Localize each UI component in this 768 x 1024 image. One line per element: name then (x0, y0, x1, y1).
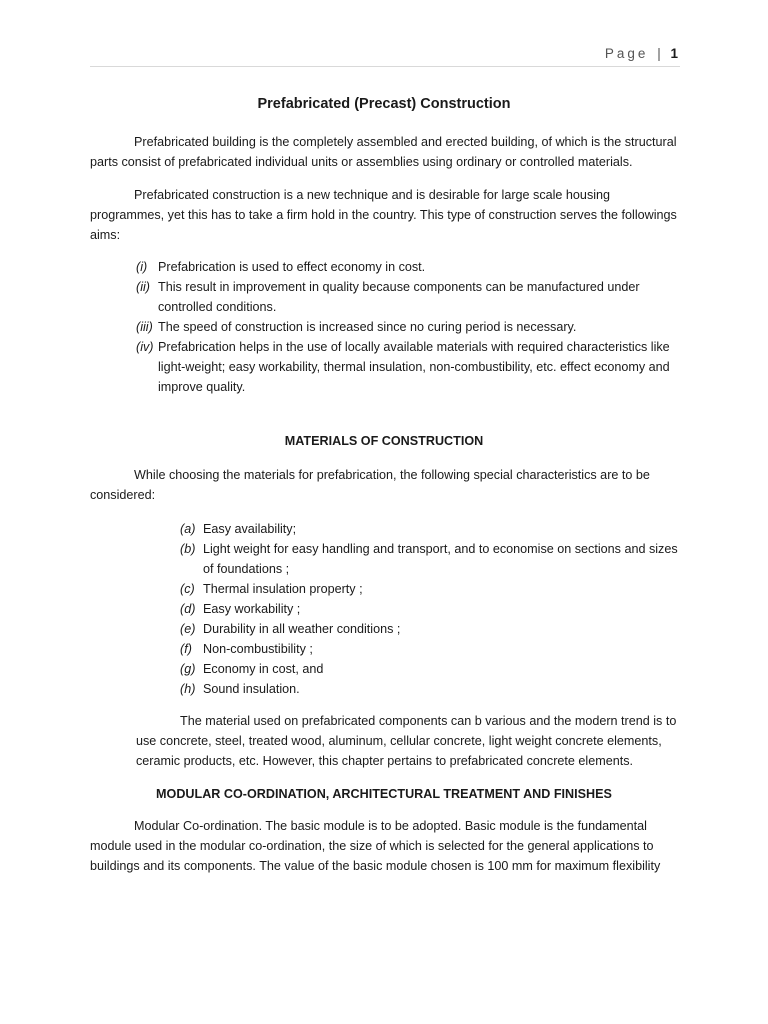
list-marker: (i) (136, 260, 148, 274)
list-item-text: Durability in all weather conditions ; (203, 622, 401, 636)
page-header (605, 46, 678, 61)
list-item (180, 659, 678, 679)
modular-heading: MODULAR CO-ORDINATION, ARCHITECTURAL TREATMENT AND FINISHES (156, 787, 612, 801)
list-marker: (b) (180, 542, 196, 556)
list-marker: (e) (180, 622, 196, 636)
list-item (136, 257, 678, 277)
list-marker: (c) (180, 582, 195, 596)
list-item-text: This result in improvement in quality because components can be manufactured under controlled conditions. (158, 280, 640, 314)
document-title: Prefabricated (Precast) Construction (257, 96, 511, 112)
list-item (180, 639, 678, 659)
list-item (180, 579, 678, 599)
list-item-text: Sound insulation. (203, 682, 300, 696)
list-item-text: Easy availability; (203, 522, 297, 536)
page-label: Page (604, 46, 649, 61)
list-item (180, 539, 678, 579)
list-item (180, 619, 678, 639)
list-item (180, 519, 678, 539)
page-separator: | (657, 46, 661, 61)
materials-heading: MATERIALS OF CONSTRUCTION (284, 434, 484, 448)
list-item-text: Light weight for easy handling and transport, and to economise on sections and sizes of foundations ; (203, 542, 678, 576)
intro-paragraph: Prefabricated building is the completely assembled and erected building, of which is the structural parts consist of prefabricated individual units or assemblies using ordinary or controlled materials. (90, 135, 677, 169)
list-marker: (iii) (136, 320, 153, 334)
materials-list (180, 519, 678, 699)
materials-closing-paragraph: The material used on prefabricated components can b various and the modern trend is to use concrete, steel, treated wood, aluminum, cellular concrete, light weight concrete elements, ceramic products, etc. However, this chapter pertains to prefabricated concrete elements. (136, 714, 677, 768)
list-item (180, 599, 678, 619)
modular-paragraph: Modular Co-ordination. The basic module is to be adopted. Basic module is the fundamental module used in the modular co-ordination, the size of which is selected for the general applications to buildings and its components. The value of the basic module chosen is 100 mm for maximum flexibility (90, 819, 661, 873)
list-item (136, 277, 678, 317)
list-marker: (g) (180, 662, 196, 676)
list-item-text: The speed of construction is increased since no curing period is necessary. (158, 320, 577, 334)
list-item-text: Non-combustibility ; (203, 642, 313, 656)
list-marker: (iv) (136, 340, 154, 354)
list-marker: (a) (180, 522, 196, 536)
list-item-text: Prefabrication helps in the use of locally available materials with required characteristics like light-weight; easy workability, thermal insulation, non-combustibility, etc. effect economy and improve quality. (158, 340, 670, 394)
list-item-text: Economy in cost, and (203, 662, 324, 676)
page-number: 1 (670, 46, 678, 61)
list-item-text: Easy workability ; (203, 602, 301, 616)
aims-intro-paragraph: Prefabricated construction is a new technique and is desirable for large scale housing programmes, yet this has to take a firm hold in the country. This type of construction serves the followings aims: (90, 188, 677, 242)
list-item-text: Prefabrication is used to effect economy in cost. (158, 260, 426, 274)
list-marker: (h) (180, 682, 196, 696)
list-item-text: Thermal insulation property ; (203, 582, 363, 596)
list-item (136, 317, 678, 337)
list-marker: (f) (180, 642, 192, 656)
aims-list (136, 257, 678, 397)
document-body (90, 94, 678, 876)
list-marker: (d) (180, 602, 196, 616)
list-item (180, 679, 678, 699)
materials-intro-paragraph: While choosing the materials for prefabrication, the following special characteristics are to be considered: (90, 468, 650, 502)
list-marker: (ii) (136, 280, 150, 294)
header-rule (90, 66, 680, 67)
list-item (136, 337, 678, 397)
